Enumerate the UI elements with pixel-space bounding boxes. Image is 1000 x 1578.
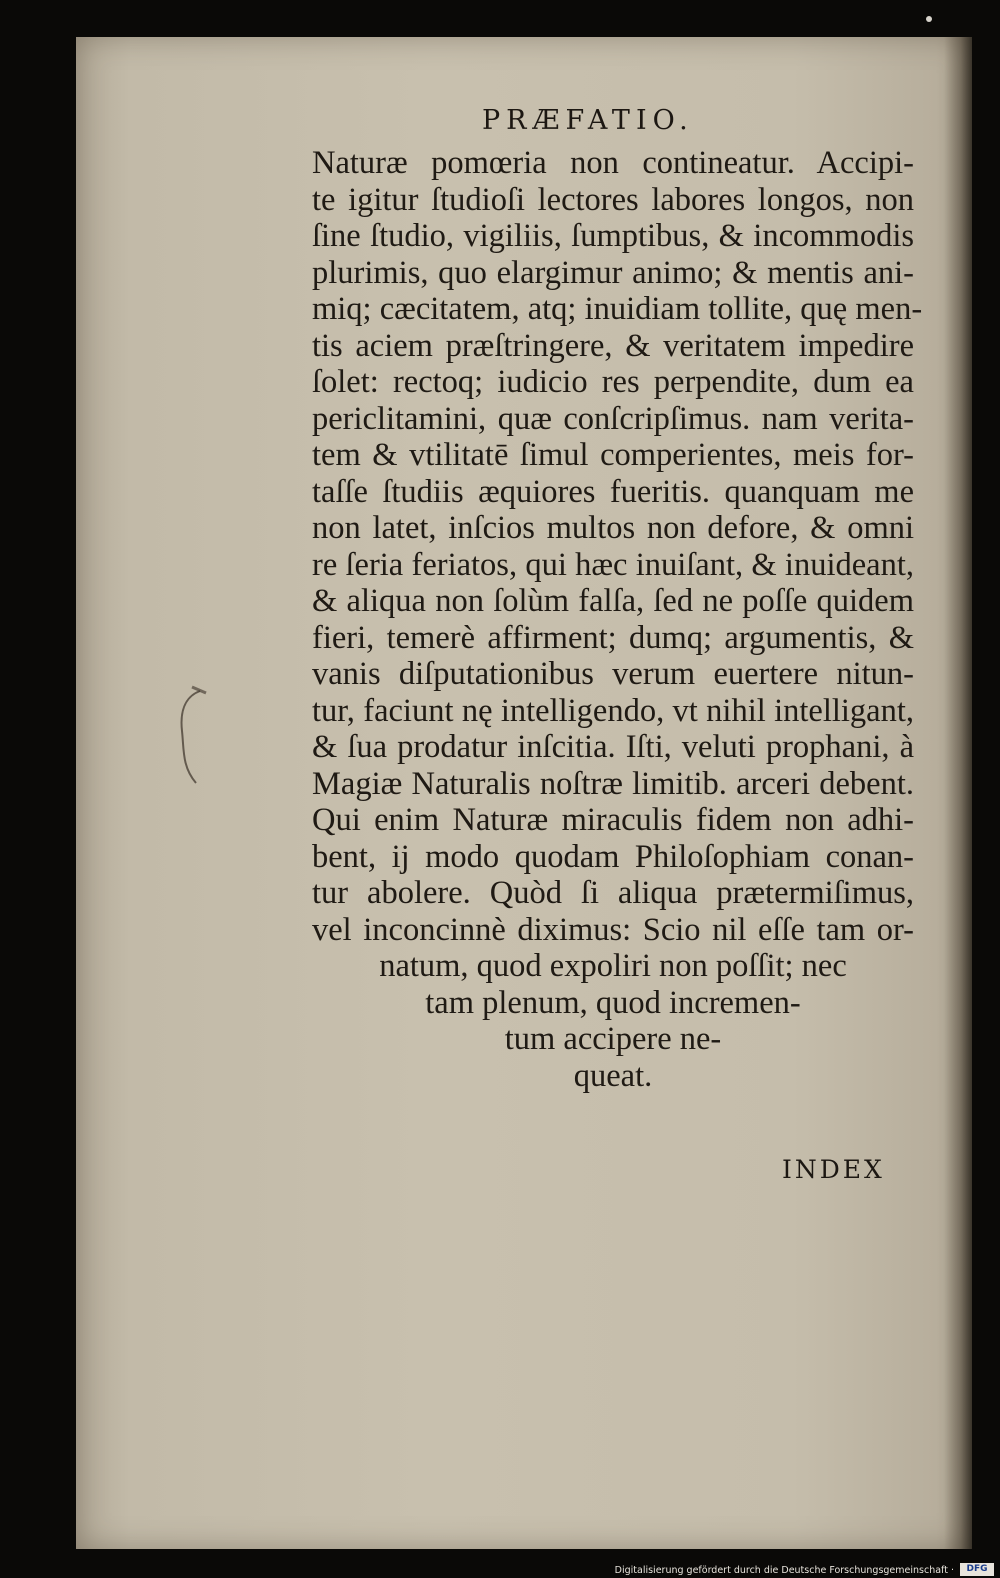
text-line: tem & vtilitatē ſimul comperientes, meis for-: [312, 437, 914, 473]
text-line: non latet, inſcios multos non defore, & omni: [312, 510, 914, 546]
text-line: ſine ſtudio, vigiliis, ſumptibus, & incommodis: [312, 218, 914, 254]
text-line: & aliqua non ſolùm falſa, ſed ne poſſe quidem: [312, 583, 914, 619]
text-line: tur abolere. Quòd ſi aliqua prætermiſimus,: [312, 875, 914, 911]
text-line: tum accipere ne-: [504, 1021, 722, 1057]
text-line: natum, quod expoliri non poſſit; nec: [379, 948, 847, 984]
dfg-logo-icon: DFG: [960, 1563, 994, 1576]
body-text: [312, 145, 923, 1094]
text-line: tam plenum, quod incremen-: [425, 984, 801, 1021]
page-binding-shadow: [944, 37, 972, 1549]
text-line: vanis diſputationibus verum euertere nitun-: [312, 656, 914, 692]
margin-bracket-mark: [172, 683, 212, 793]
text-line: periclitamini, quæ conſcripſimus. nam verita-: [312, 400, 914, 437]
text-line: re ſeria feriatos, qui hæc inuiſant, & inuideant,: [312, 546, 914, 583]
text-line: te igitur ſtudioſi lectores labores longos, non: [312, 181, 914, 218]
text-line: Qui enim Naturæ miraculis fidem non adhi-: [312, 802, 914, 838]
digitization-credit: Digitalisierung gefördert durch die Deutsche Forschungsgemeinschaft ·: [614, 1565, 954, 1576]
running-head: PRÆFATIO.: [482, 105, 694, 136]
catchword: INDEX: [782, 1155, 885, 1184]
text-line: tis aciem præſtringere, & veritatem impedire: [312, 327, 914, 364]
text-line: vel inconcinnè diximus: Scio nil eſſe tam or-: [312, 911, 914, 948]
text-line: taſſe ſtudiis æquiores fueritis. quanquam me: [312, 473, 914, 510]
text-line: Naturæ pomœria non contineatur. Accipi-: [312, 145, 914, 181]
text-line: tur, faciunt nę intelligendo, vt nihil intelligant,: [312, 692, 914, 729]
corner-dot-mark: [926, 16, 932, 22]
text-line: plurimis, quo elargimur animo; & mentis ani-: [312, 254, 914, 291]
text-line: & ſua prodatur inſcitia. Iſti, veluti prophani, à: [312, 729, 914, 765]
text-line: ſolet: rectoq; iudicio res perpendite, dum ea: [312, 364, 914, 400]
book-page: [76, 37, 972, 1549]
text-line: Magiæ Naturalis noſtræ limitib. arceri debent.: [312, 765, 914, 802]
text-line: fieri, temerè affirment; dumq; argumentis, &: [312, 619, 914, 656]
text-line: bent, ij modo quodam Philoſophiam conan-: [312, 838, 914, 875]
text-line: queat.: [573, 1057, 653, 1094]
text-line: miq; cæcitatem, atq; inuidiam tollite, quę men-: [312, 291, 923, 327]
